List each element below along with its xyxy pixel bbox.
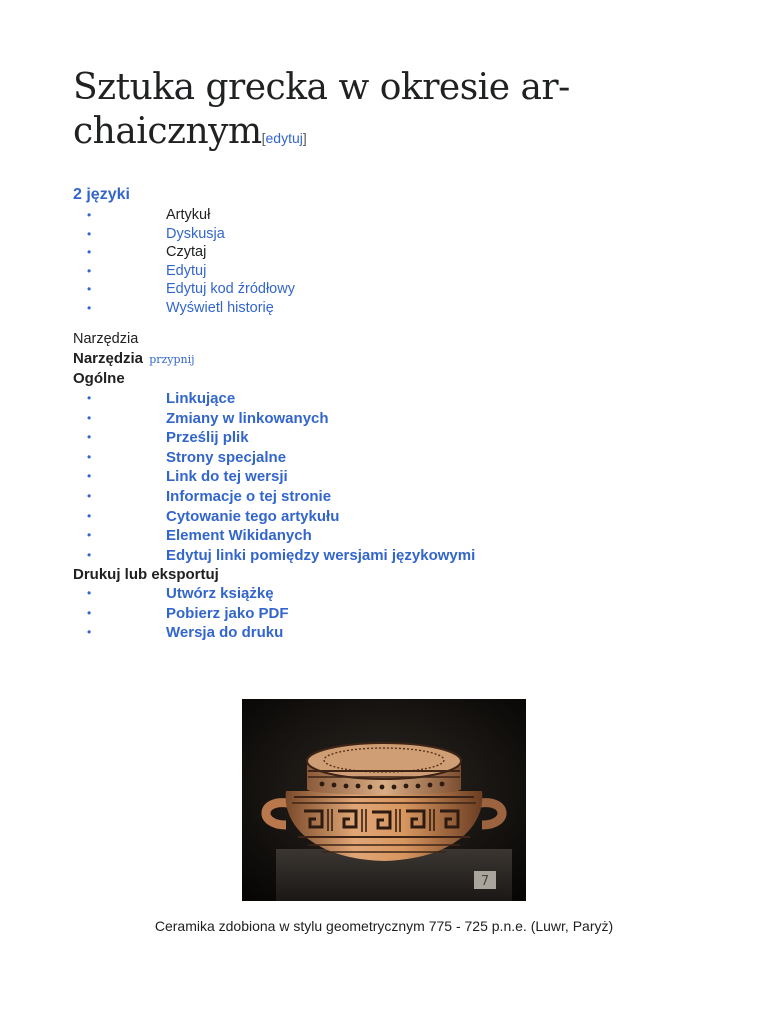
tools-heading [73, 350, 195, 367]
tools-label: Narzędzia [73, 331, 139, 347]
tools-heading-text: Narzędzia [73, 350, 144, 367]
bullet-icon: • [87, 226, 92, 241]
view-item-label[interactable]: Dyskusja [166, 225, 225, 242]
edit-bracket-close: ] [302, 130, 307, 146]
bullet-icon: • [87, 208, 92, 222]
view-item-label: Artykuł [166, 207, 211, 223]
bullet-icon: • [87, 625, 92, 640]
bullet-icon: • [87, 508, 92, 523]
tool-item-label[interactable]: Linkujące [166, 390, 236, 407]
page-title [73, 66, 713, 160]
museum-label: 7 [480, 874, 490, 889]
edit-section [262, 130, 307, 146]
export-item-label[interactable]: Utwórz książkę [166, 585, 274, 602]
bullet-icon: • [87, 245, 92, 259]
tool-item-label[interactable]: Prześlij plik [166, 429, 249, 447]
edit-section-link[interactable]: edytuj [265, 130, 303, 146]
bullet-icon: • [87, 547, 92, 562]
title-line-2-text: chaicznym [73, 111, 262, 152]
bullet-icon: • [87, 586, 92, 600]
tool-item-label[interactable]: Cytowanie tego artykułu [166, 507, 340, 525]
title-line-1: Sztuka grecka w okresie ar- [73, 67, 570, 108]
view-item-label[interactable]: Edytuj kod źródłowy [166, 281, 295, 297]
languages-link[interactable]: 2 języki [73, 186, 130, 203]
ceramic-vessel-photo-icon [242, 699, 526, 901]
bullet-icon: • [87, 410, 92, 425]
view-item-label: Czytaj [166, 244, 207, 260]
bullet-icon: • [87, 391, 92, 405]
tool-item-label[interactable]: Edytuj linki pomiędzy wersjami językowymi [166, 546, 476, 564]
bullet-icon: • [87, 430, 92, 445]
pin-tools-link[interactable]: przypnij [149, 353, 195, 366]
view-item-label[interactable]: Wyświetl historię [166, 299, 274, 316]
export-item-label[interactable]: Pobierz jako PDF [166, 604, 289, 622]
general-heading: Ogólne [73, 370, 125, 387]
print-export-heading: Drukuj lub eksportuj [73, 566, 219, 583]
bullet-icon: • [87, 469, 92, 484]
bullet-icon: • [87, 488, 92, 503]
figure-caption: Ceramika zdobiona w stylu geometrycznym 775 - 725 p.n.e. (Luwr, Paryż) [154, 918, 614, 934]
ceramic-vessel-image[interactable] [242, 699, 526, 901]
tool-item-label[interactable]: Zmiany w linkowanych [166, 409, 329, 427]
tool-item-label[interactable]: Informacje o tej stronie [166, 487, 332, 505]
tool-item-label[interactable]: Element Wikidanych [166, 527, 312, 545]
bullet-icon: • [87, 528, 92, 543]
edit-bracket-open: [ [261, 130, 266, 146]
bullet-icon: • [87, 282, 92, 296]
bullet-icon: • [87, 263, 92, 278]
title-line-2 [73, 110, 713, 160]
bullet-icon: • [87, 605, 92, 620]
view-item-label[interactable]: Edytuj [166, 262, 207, 279]
export-item-label[interactable]: Wersja do druku [166, 624, 284, 642]
tool-item-label[interactable]: Link do tej wersji [166, 468, 288, 486]
bullet-icon: • [87, 449, 92, 464]
tool-item-label[interactable]: Strony specjalne [166, 448, 287, 466]
bullet-icon: • [87, 300, 92, 315]
